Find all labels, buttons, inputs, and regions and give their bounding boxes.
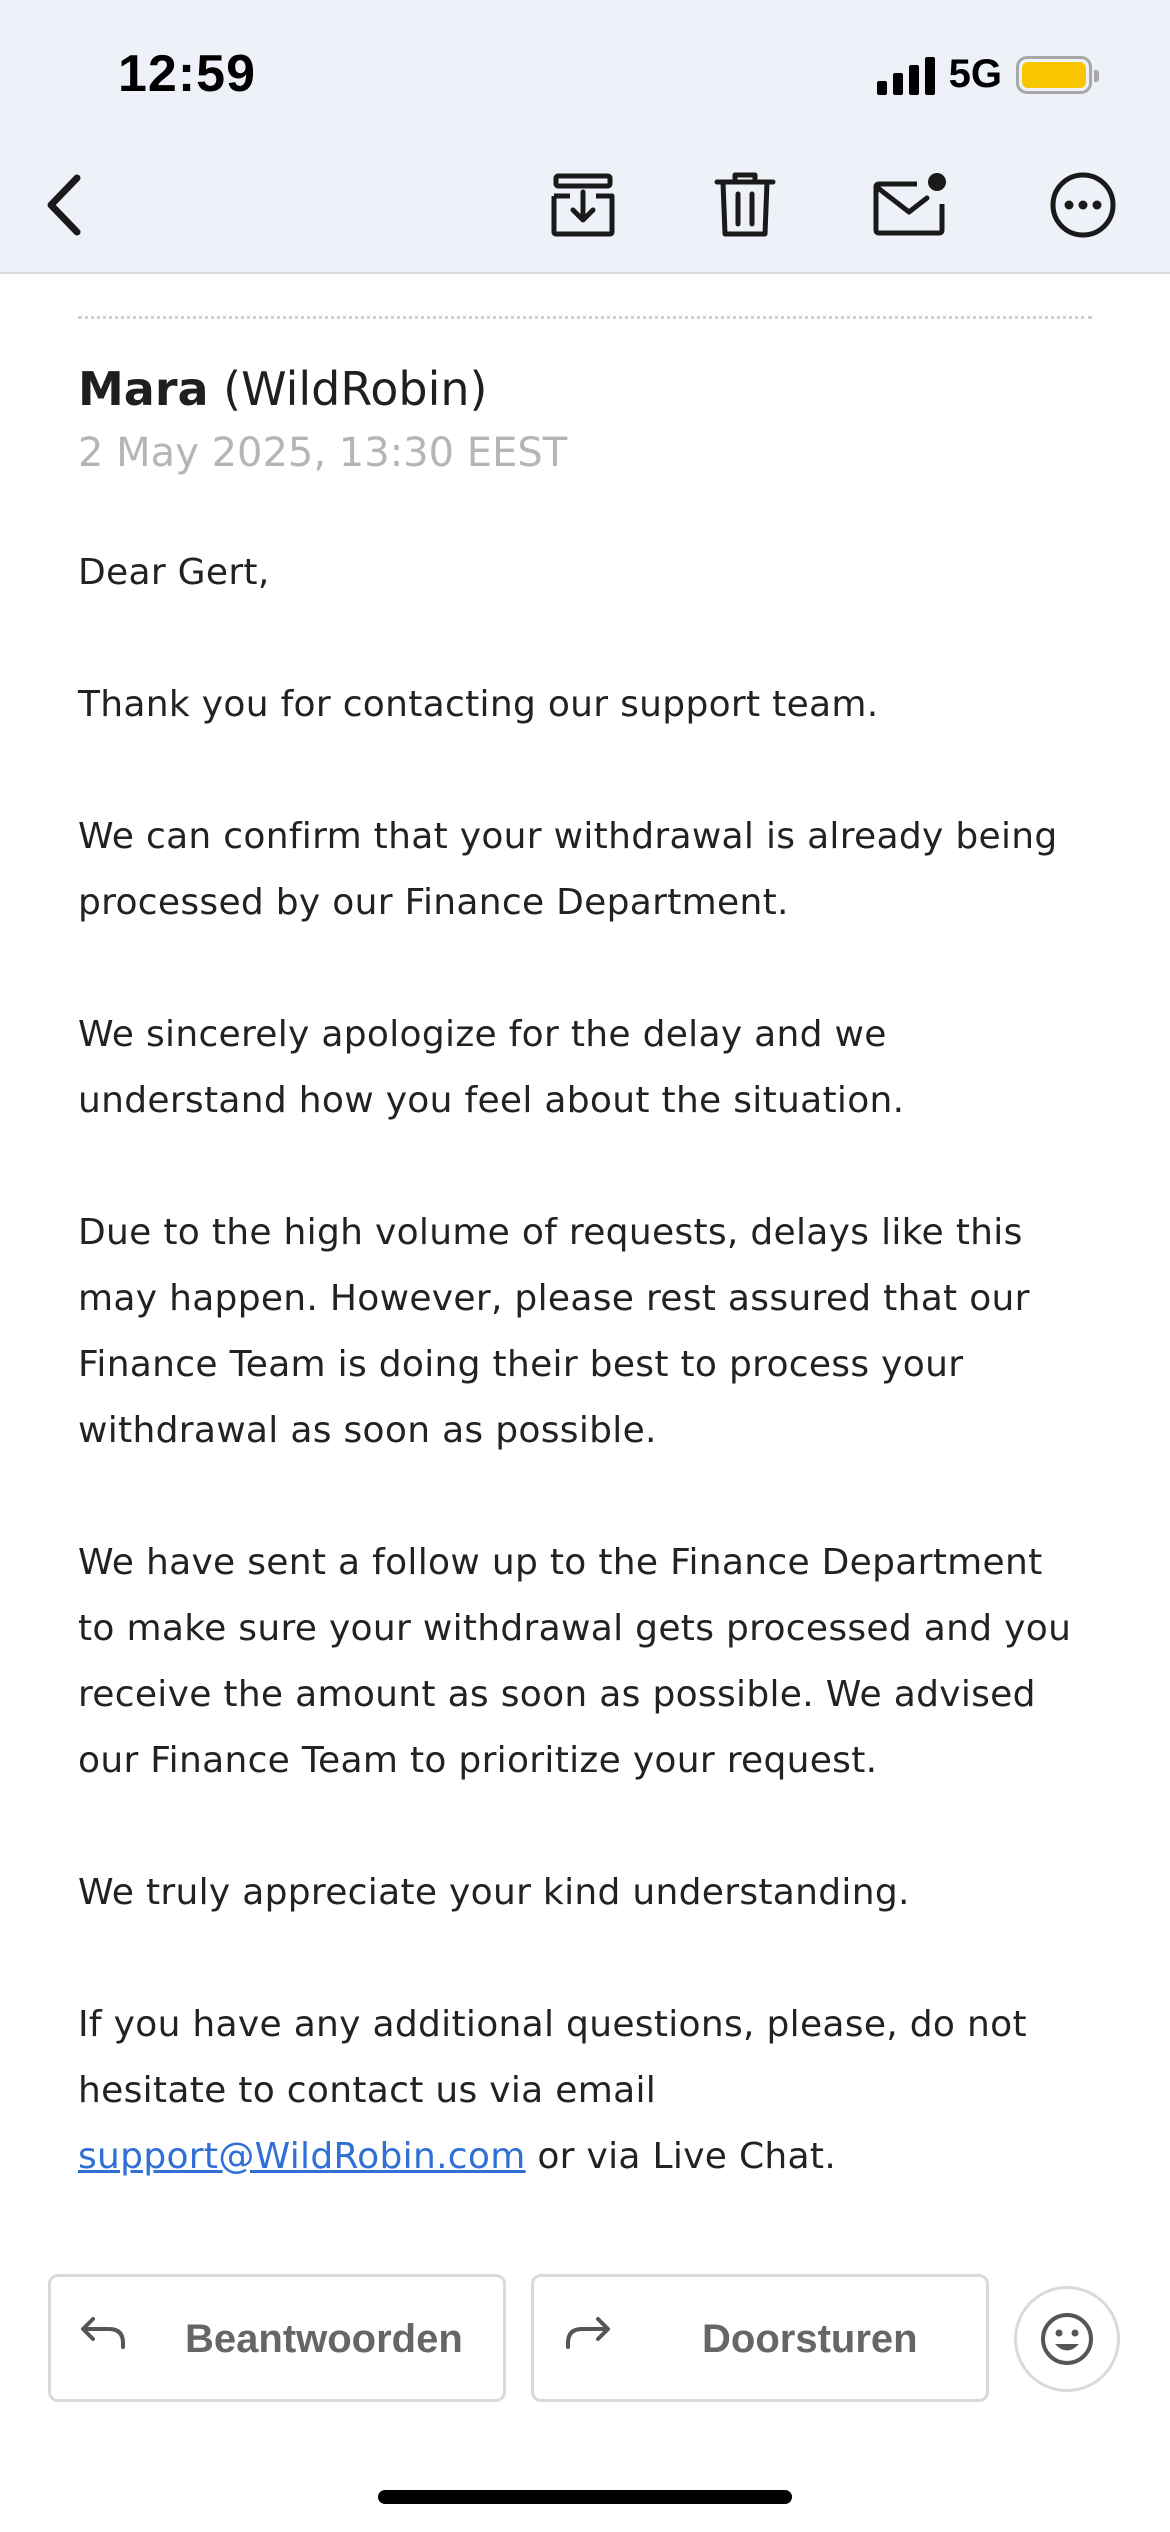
paragraph-line: our Finance Team to prioritize your request. xyxy=(78,1740,878,1781)
paragraph-line: understand how you feel about the situation. xyxy=(78,1080,905,1121)
paragraph-line: Due to the high volume of requests, delays like this xyxy=(78,1212,1023,1253)
paragraph-line: processed by our Finance Department. xyxy=(78,882,789,923)
paragraph xyxy=(78,804,1108,936)
status-time: 12:59 xyxy=(118,45,256,103)
paragraph-line: If you have any additional questions, please, do not xyxy=(78,2004,1027,2045)
paragraph-line: receive the amount as soon as possible. We advised xyxy=(78,1674,1036,1715)
paragraph-line: We have sent a follow up to the Finance Department xyxy=(78,1542,1043,1583)
paragraph-tail: or via Live Chat. xyxy=(525,2136,837,2177)
forward-arrow-icon xyxy=(562,2313,612,2353)
mark-unread-icon xyxy=(871,170,951,240)
trash-icon xyxy=(713,170,777,240)
email-date: 2 May 2025, 13:30 EEST xyxy=(78,430,568,476)
paragraph xyxy=(78,1200,1108,1464)
smiley-icon xyxy=(1039,2311,1095,2367)
sender-org: (WildRobin) xyxy=(223,362,488,416)
chevron-left-icon xyxy=(37,170,97,240)
paragraph xyxy=(78,1530,1108,1794)
paragraph xyxy=(78,1992,1108,2190)
paragraph xyxy=(78,1002,1108,1134)
reply-arrow-icon xyxy=(79,2313,129,2353)
reply-button[interactable] xyxy=(48,2274,506,2402)
paragraph-line: withdrawal as soon as possible. xyxy=(78,1410,657,1451)
reply-label: Beantwoorden xyxy=(185,2317,463,2361)
forward-label: Doorsturen xyxy=(702,2317,918,2361)
divider xyxy=(78,316,1092,319)
back-button[interactable] xyxy=(22,160,112,250)
email-body xyxy=(78,540,1108,2256)
battery-icon xyxy=(1016,56,1092,94)
paragraph: Thank you for contacting our support team. xyxy=(78,684,879,725)
paragraph-line: may happen. However, please rest assured that our xyxy=(78,1278,1030,1319)
network-label: 5G xyxy=(948,52,1002,96)
mark-unread-button[interactable] xyxy=(866,160,956,250)
paragraph-line: We can confirm that your withdrawal is already being xyxy=(78,816,1058,857)
top-bar xyxy=(0,0,1170,274)
paragraph-line: Finance Team is doing their best to process your xyxy=(78,1344,964,1385)
emoji-reaction-button[interactable] xyxy=(1014,2286,1120,2392)
paragraph-line: to make sure your withdrawal gets processed and you xyxy=(78,1608,1072,1649)
sender xyxy=(78,362,487,416)
delete-button[interactable] xyxy=(700,160,790,250)
forward-button[interactable] xyxy=(531,2274,989,2402)
more-button[interactable] xyxy=(1038,160,1128,250)
paragraph-line: hesitate to contact us via email xyxy=(78,2070,657,2111)
paragraph: We truly appreciate your kind understanding. xyxy=(78,1872,910,1913)
support-email-link[interactable]: support@WildRobin.com xyxy=(78,2136,526,2177)
home-indicator[interactable] xyxy=(378,2490,792,2504)
archive-button[interactable] xyxy=(538,160,628,250)
archive-icon xyxy=(548,170,618,240)
paragraph-line: We sincerely apologize for the delay and we xyxy=(78,1014,887,1055)
signal-icon xyxy=(877,55,935,95)
paragraph-line xyxy=(78,2124,1108,2190)
greeting: Dear Gert, xyxy=(78,552,270,593)
status-indicators xyxy=(877,52,1092,97)
more-icon xyxy=(1048,170,1118,240)
sender-name: Mara xyxy=(78,362,209,416)
